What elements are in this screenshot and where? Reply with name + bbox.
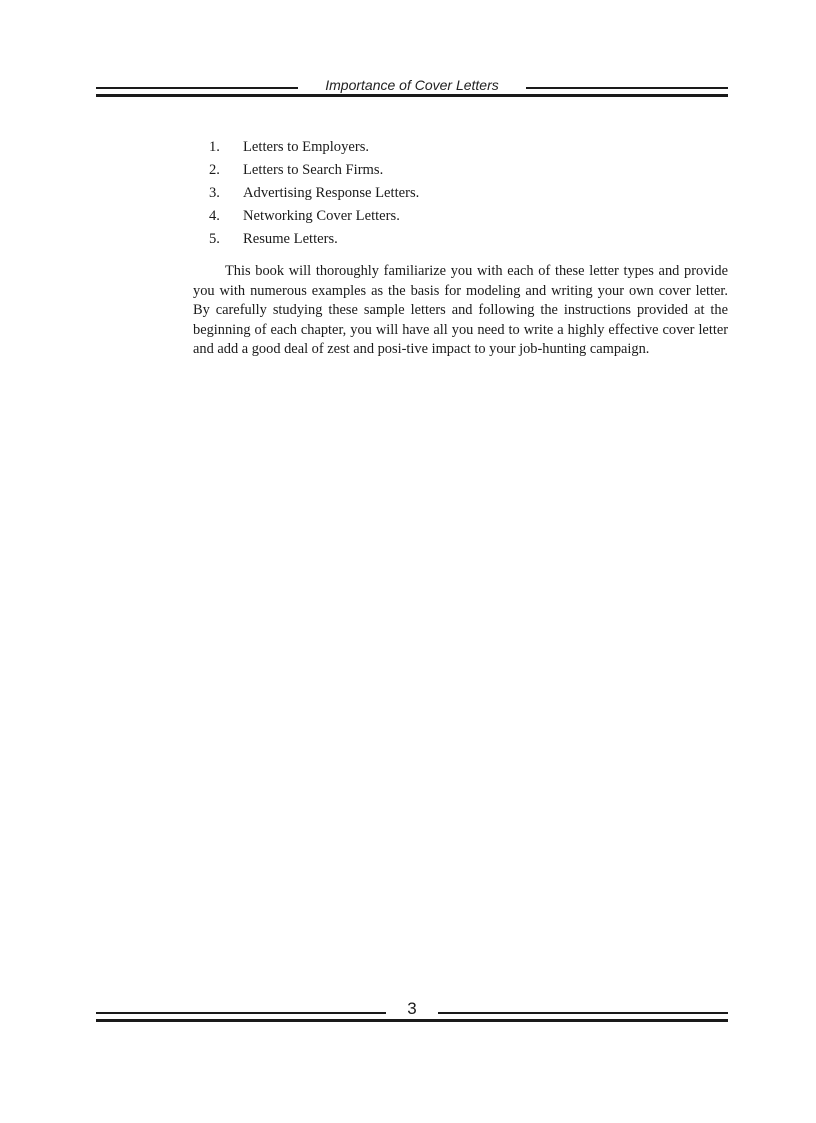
list-item-text: Advertising Response Letters. (243, 185, 420, 201)
body-paragraph: This book will thoroughly familiarize you with each of these letter types and provide you with numerous examples as the basis for modeling and writing your own cover letter. By carefully studying these sample letters and following the instructions provided at the beginning of each chapter, you will have all you need to write a highly effective cover letter and add a good deal of zest and posi-tive impact to your job-hunting campaign. (193, 263, 728, 357)
footer-rule-left (96, 1012, 386, 1014)
list-item (193, 159, 728, 182)
list-item-number: 3. (209, 185, 220, 201)
list-item-number: 4. (209, 208, 220, 224)
running-header-title: Importance of Cover Letters (325, 77, 499, 93)
list-item-text: Networking Cover Letters. (243, 208, 400, 224)
footer-rule-right (438, 1012, 728, 1014)
header-rule-right (526, 87, 728, 89)
page-number: 3 (407, 999, 417, 1018)
list-item-text: Letters to Employers. (243, 139, 370, 155)
list-item-text: Letters to Search Firms. (243, 162, 384, 178)
letter-types-list (193, 136, 728, 251)
header-rule-thick (96, 94, 728, 97)
header-rule-left (96, 87, 298, 89)
page-body (193, 136, 728, 360)
list-item-number: 5. (209, 231, 220, 247)
page-footer (96, 998, 728, 1028)
list-item (193, 228, 728, 251)
list-item-text: Resume Letters. (243, 231, 338, 247)
list-item-number: 1. (209, 139, 220, 155)
list-item (193, 182, 728, 205)
running-header (96, 76, 728, 100)
list-item (193, 205, 728, 228)
footer-rule-thick (96, 1019, 728, 1022)
list-item-number: 2. (209, 162, 220, 178)
list-item (193, 136, 728, 159)
